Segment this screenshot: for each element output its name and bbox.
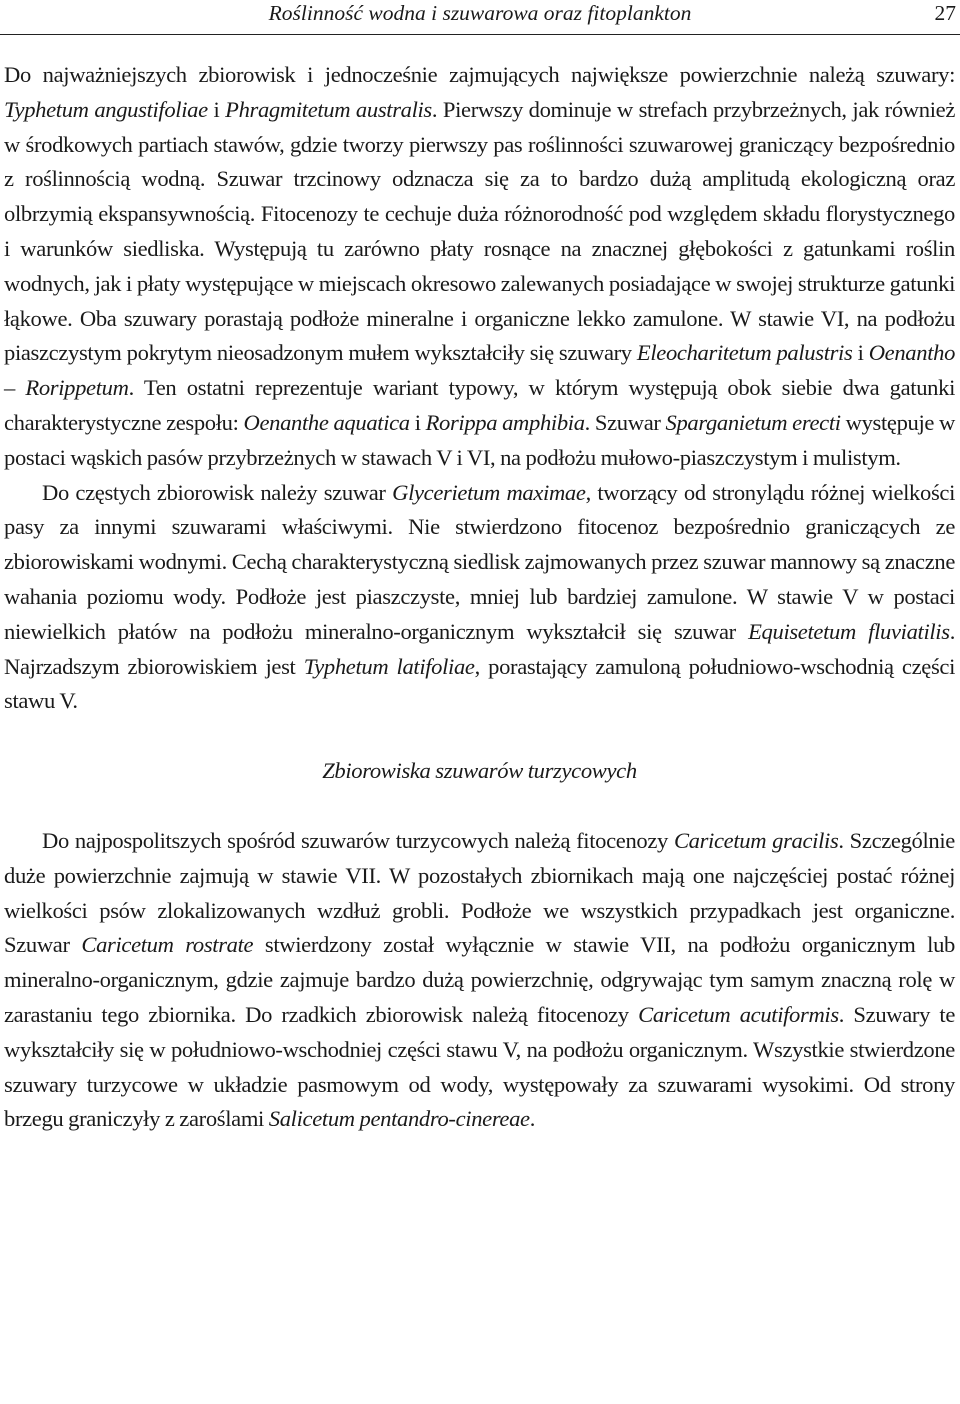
running-title: Roślinność wodna i szuwarowa oraz fitoplankton [268, 1, 692, 25]
text-run: . Najrzadszym zbiorowiskiem jest [4, 618, 955, 679]
text-run: Do najważniejszych zbiorowisk i jednocześnie zajmujących największe powierzchnie należą szuwary: [4, 62, 955, 87]
text-run: . Szuwary te wykształciły się w południowo-wschodniej części stawu V, na podłożu organicznym. Wszystkie stwierdzone szuwary turzycowe w układzie pasmowym od wody, występowały za szuwarami wysokimi. Od strony brzegu graniczyły z zaroślami [4, 1001, 955, 1132]
text-run: i [207, 96, 226, 122]
species-name: Oenantho – Rorippetum [4, 340, 956, 401]
species-name: Caricetum acutiformis [638, 1001, 839, 1027]
text-run: . Szczególnie duże powierzchnie zajmują w stawie VII. W pozostałych zbiornikach mają one najczęściej postać różnej wielkości psów zlokalizowanych wzdłuż grobli. Podłoże we wszystkich przypadkach jest organiczne. Szuwar [4, 827, 955, 958]
paragraph-2 [4, 476, 955, 720]
text-run: Do częstych zbiorowisk należy szuwar [42, 479, 393, 505]
text-run: . Szuwar [584, 409, 666, 435]
text-run: występuje w postaci wąskich pasów przybrzeżnych w stawach V i VI, na podłożu mułowo-piaszczystym i mulistym. [4, 409, 955, 470]
body-text [4, 58, 955, 1137]
species-name: Rorippa amphibia [425, 409, 585, 435]
species-name: Phragmitetum australis [225, 96, 432, 122]
text-run: , porastający zamuloną południowo-wschodnią części stawu V. [4, 653, 956, 714]
species-name: Oenanthe aquatica [243, 409, 410, 435]
running-header [0, 0, 960, 35]
species-name: Glycerietum maximae [392, 479, 586, 505]
species-name: Typhetum latifoliae [303, 653, 475, 679]
species-name: Caricetum gracilis [673, 827, 839, 853]
text-run: , tworzący od stronylądu różnej wielkości pasy za innymi szuwarami właściwymi. Nie stwierdzono fitocenoz bezpośrednio graniczących ze zbiorowiskami wodnymi. Cechą charakterystyczną siedlisk zajmowanych przez szuwar mannowy są znaczne wahania poziomu wody. Podłoże jest piaszczyste, mniej lub bardziej zamulone. W stawie V w postaci niewielkich płatów na podłożu mineralno-organicznym wykształcił się szuwar [4, 479, 955, 644]
species-name: Caricetum rostrate [81, 932, 254, 958]
text-run: Do najpospolitszych spośród szuwarów turzycowych należą fitocenozy [42, 827, 674, 853]
text-run: stwierdzony został wyłącznie w stawie VII, na podłożu organicznym lub mineralno-organicznym, gdzie zajmuje bardzo dużą powierzchnię, odgrywając tym samym znaczną rolę w zarastaniu tego zbiornika. Do rzadkich zbiorowisk należą fitocenozy [4, 932, 955, 1027]
paragraph-3 [4, 824, 955, 1137]
paragraph-1 [4, 58, 955, 476]
section-heading: Zbiorowiska szuwarów turzycowych [322, 758, 637, 784]
text-run: i [409, 409, 426, 435]
text-run: . Ten ostatni reprezentuje wariant typowy, w którym występują obok siebie dwa gatunki charakterystyczne zespołu: [4, 375, 955, 435]
text-run: . Pierwszy dominuje w strefach przybrzeżnych, jak również w środkowych partiach stawów, gdzie tworzy pierwszy pas roślinności szuwarowej graniczący bezpośrednio z roślinnością wodną. Szuwar trzcinowy odznacza się za to bardzo dużą amplitudą ekologiczną oraz olbrzymią ekspansywnością. Fitocenozy te cechuje duża różnorodność pod względem składu florystycznego i warunków siedliska. Występują tu zarówno płaty rosnące na znacznej głębokości z gatunkami roślin wodnych, jak i płaty występujące w miejscach okresowo zalewanych posiadające w swojej strukturze gatunki łąkowe. Oba szuwary porastają podłoże mineralne i organiczne lekko zamulone. W stawie VI, na podłożu piaszczystym pokrytym nieosadzonym mułem wykształciły się szuwary [4, 96, 955, 366]
species-name: Eleocharitetum palustris [636, 340, 853, 366]
text-run: i [852, 340, 869, 366]
page-number: 27 [934, 1, 956, 25]
species-name: Typhetum angustifoliae [4, 96, 208, 122]
species-name: Salicetum pentandro-cinereae [268, 1106, 530, 1132]
species-name: Equisetetum fluviatilis [748, 618, 950, 644]
text-run: . [529, 1106, 536, 1132]
species-name: Sparganietum erecti [665, 409, 841, 435]
